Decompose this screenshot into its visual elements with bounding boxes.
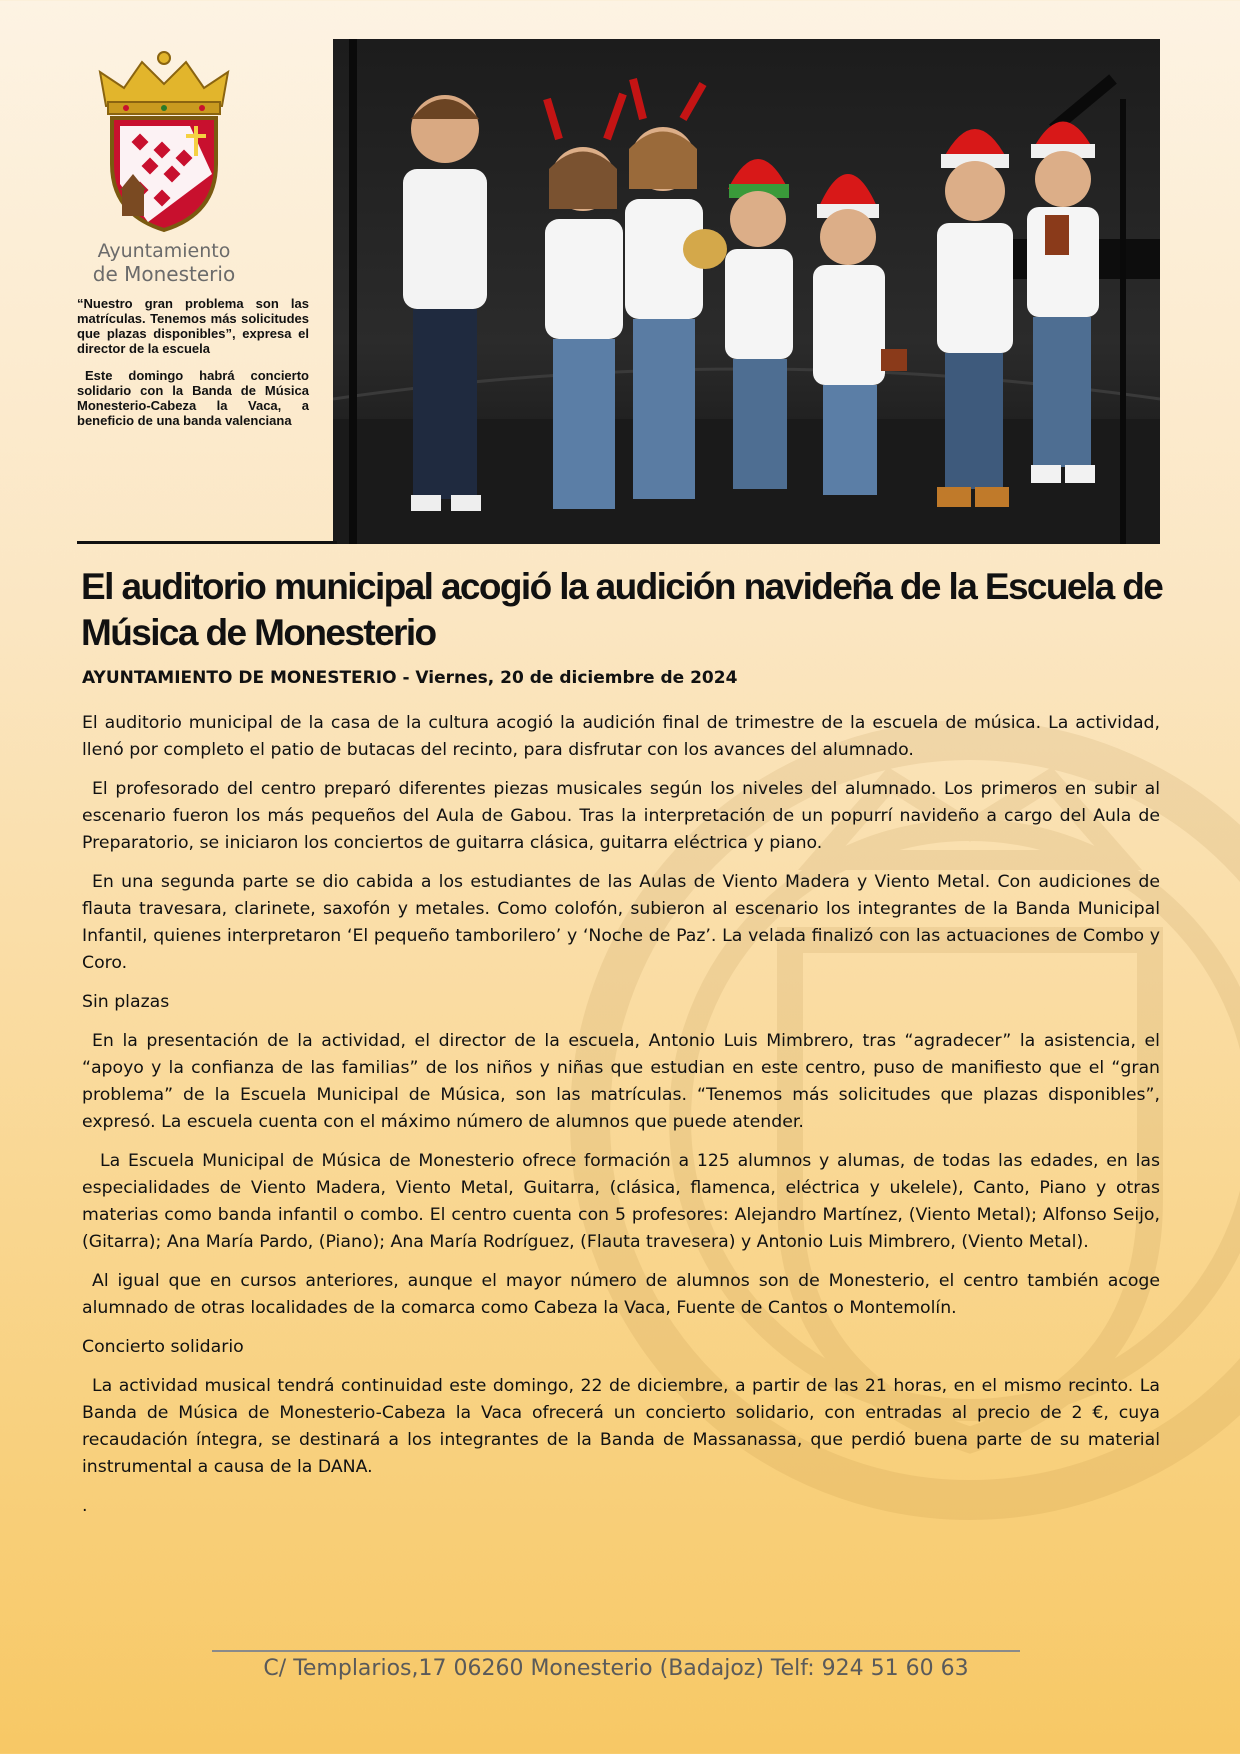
article-headline: El auditorio municipal acogió la audición navideña de la Escuela de Música de Monesterio: [81, 566, 1163, 653]
article-paragraph: La Escuela Municipal de Música de Monesterio ofrece formación a 125 alumnos y alumas, de todas las edades, en las especialidades de Viento Madera, Viento Metal, Guitarra, (clásica, flamenca, eléctrica y ukelele), Canto, Piano y otras materias como banda infantil o combo. El centro cuenta con 5 profesores: Alejandro Martínez, (Viento Metal); Alfonso Seijo, (Gitarra); Ana María Pardo, (Piano); Ana María Rodríguez, (Flauta travesera) y Antonio Luis Mimbrero, (Viento Metal).: [82, 1151, 1160, 1252]
article-paragraph: En la presentación de la actividad, el director de la escuela, Antonio Luis Mimbrero, tras “agradecer” la asistencia, el “apoyo y la confianza de las familias” de los niños y niñas que estudian en este centro, puso de manifiesto que el “gran problema” de la Escuela Municipal de Música, son las matrículas. “Tenemos más solicitudes que plazas disponibles”, expresó. La escuela cuenta con el máximo número de alumnos que puede atender.: [82, 1031, 1160, 1132]
concert-photo-illustration: [333, 39, 1160, 544]
article-paragraph: Al igual que en cursos anteriores, aunque el mayor número de alumnos son de Monesterio, el centro también acoge alumnado de otras localidades de la comarca como Cabeza la Vaca, Fuente de Cantos o Montemolín.: [82, 1271, 1160, 1318]
section-subheading: Sin plazas: [82, 992, 170, 1012]
coat-of-arms-icon: [86, 44, 242, 236]
footer-divider: [212, 1650, 1020, 1652]
footer-address: C/ Templarios,17 06260 Monesterio (Badajoz) Telf: 924 51 60 63: [263, 1656, 969, 1681]
article-paragraph: En una segunda parte se dio cabida a los estudiantes de las Aulas de Viento Madera y Viento Metal. Con audiciones de flauta travesara, clarinete, saxofón y metales. Como colofón, subieron al escenario los integrantes de la Banda Municipal Infantil, quienes interpretaron ‘El pequeño tamborilero’ y ‘Noche de Paz’. La velada finalizó con las actuaciones de Combo y Coro.: [82, 872, 1160, 973]
article-body: [82, 710, 1160, 1532]
article-paragraph: El auditorio municipal de la casa de la cultura acogió la audición final de trimestre de la escuela de música. La actividad, llenó por completo el patio de butacas del recinto, para disfrutar con los avances del alumnado.: [82, 713, 1160, 760]
article-paragraph: La actividad musical tendrá continuidad este domingo, 22 de diciembre, a partir de las 21 horas, en el mismo recinto. La Banda de Música de Monesterio-Cabeza la Vaca ofrecerá un concierto solidario, con entradas al precio de 2 €, cuya recaudación íntegra, se destinará a los integrantes de la Banda de Massanassa, que perdió buena parte de su material instrumental a causa de la DANA.: [82, 1376, 1160, 1477]
section-subheading: Concierto solidario: [82, 1337, 244, 1357]
logo-line-1: Ayuntamiento: [97, 240, 231, 262]
article-paragraph: .: [82, 1496, 88, 1516]
sidebar-quotes: [77, 296, 309, 440]
logo-line-2: de Monesterio: [92, 262, 236, 286]
pull-quote: Este domingo habrá concierto solidario con la Banda de Música Monesterio-Cabeza la Vaca, a beneficio de una banda valenciana: [77, 368, 309, 428]
municipal-logo: [86, 44, 242, 286]
article-byline: AYUNTAMIENTO DE MONESTERIO - Viernes, 20 de diciembre de 2024: [82, 668, 738, 688]
concert-photo: [333, 39, 1160, 544]
article-paragraph: El profesorado del centro preparó diferentes piezas musicales según los niveles del alumnado. Los primeros en subir al escenario fueron los más pequeños del Aula de Gabou. Tras la interpretación de un popurrí navideño a cargo del Aula de Preparatorio, se iniciaron los conciertos de guitarra clásica, guitarra eléctrica y piano.: [82, 779, 1160, 853]
pull-quote: “Nuestro gran problema son las matrículas. Tenemos más solicitudes que plazas disponibles”, expresa el director de la escuela: [77, 296, 309, 356]
section-divider: [77, 541, 337, 544]
